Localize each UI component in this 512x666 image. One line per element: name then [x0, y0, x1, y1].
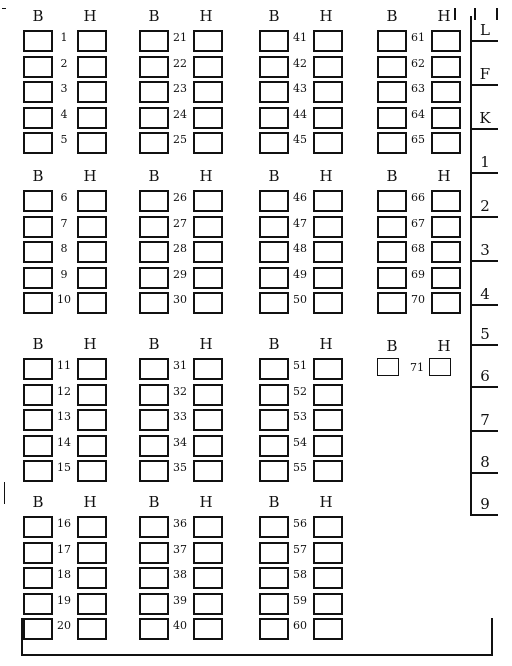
answer-box-b[interactable]	[139, 267, 169, 289]
answer-box-b[interactable]	[377, 358, 399, 376]
answer-box-h[interactable]	[313, 107, 343, 129]
scale-top-tick	[496, 8, 498, 20]
answer-box-h[interactable]	[77, 618, 107, 640]
answer-box-b[interactable]	[139, 292, 169, 314]
answer-box-b[interactable]	[259, 81, 289, 103]
answer-box-b[interactable]	[259, 132, 289, 154]
column-header-b: B	[32, 493, 44, 511]
question-number: 49	[293, 267, 307, 281]
answer-box-h[interactable]	[193, 409, 223, 431]
answer-box-b[interactable]	[259, 460, 289, 482]
question-number: 68	[411, 242, 425, 255]
column-header-b: B	[268, 335, 280, 353]
answer-box-h[interactable]	[313, 30, 343, 52]
scale-tick-line	[470, 344, 498, 346]
question-number: 24	[173, 107, 187, 121]
answer-box-h[interactable]	[313, 593, 343, 615]
answer-box-b[interactable]	[139, 132, 169, 154]
question-number: 5	[60, 133, 68, 146]
answer-box-h[interactable]	[313, 56, 343, 78]
answer-box-h[interactable]	[77, 30, 107, 52]
answer-box-h[interactable]	[313, 241, 343, 263]
question-number: 10	[57, 293, 71, 306]
column-header-h: H	[83, 167, 97, 185]
column-header-h: H	[437, 167, 451, 185]
question-number: 64	[411, 107, 425, 121]
answer-box-b[interactable]	[139, 216, 169, 238]
column-header-h: H	[199, 493, 213, 511]
question-number: 44	[293, 107, 307, 121]
answer-box-b[interactable]	[23, 107, 53, 129]
answer-box-h[interactable]	[431, 216, 461, 238]
question-number: 18	[57, 568, 71, 581]
column-header-b: B	[148, 167, 160, 185]
answer-box-b[interactable]	[259, 241, 289, 263]
answer-box-h[interactable]	[313, 384, 343, 406]
frame-left-line	[21, 618, 23, 656]
scale-tick-line	[470, 304, 498, 306]
answer-box-b[interactable]	[259, 267, 289, 289]
answer-box-h[interactable]	[431, 241, 461, 263]
answer-box-b[interactable]	[139, 241, 169, 263]
question-number: 51	[293, 359, 307, 372]
answer-box-h[interactable]	[77, 384, 107, 406]
column-header-h: H	[199, 7, 213, 25]
answer-box-b[interactable]	[259, 384, 289, 406]
answer-box-h[interactable]	[431, 81, 461, 103]
column-header-b: B	[268, 7, 280, 25]
answer-box-b[interactable]	[377, 56, 407, 78]
question-number: 6	[60, 191, 68, 204]
frame-bottom-line	[21, 654, 493, 656]
answer-box-h[interactable]	[77, 190, 107, 212]
answer-box-h[interactable]	[431, 107, 461, 129]
answer-box-b[interactable]	[23, 460, 53, 482]
scale-tick-line	[470, 172, 498, 174]
answer-box-h[interactable]	[77, 567, 107, 589]
answer-box-b[interactable]	[259, 435, 289, 457]
question-number: 54	[293, 435, 307, 449]
scale-label: L	[480, 21, 490, 39]
answer-box-b[interactable]	[139, 542, 169, 564]
answer-box-h[interactable]	[193, 216, 223, 238]
answer-box-b[interactable]	[259, 618, 289, 640]
answer-box-b[interactable]	[259, 567, 289, 589]
answer-box-b[interactable]	[377, 292, 407, 314]
answer-box-b[interactable]	[377, 30, 407, 52]
question-number: 60	[293, 619, 307, 632]
answer-box-h[interactable]	[313, 567, 343, 589]
question-number: 27	[173, 216, 187, 230]
question-number: 33	[173, 410, 187, 423]
column-header-h: H	[437, 337, 451, 355]
column-header-h: H	[319, 167, 333, 185]
question-number: 8	[60, 242, 68, 255]
question-number: 53	[293, 410, 307, 423]
question-number: 67	[411, 216, 425, 230]
question-number: 16	[57, 517, 71, 530]
scale-tick-line	[470, 386, 498, 388]
question-number: 56	[293, 517, 307, 530]
answer-box-h[interactable]	[313, 216, 343, 238]
answer-box-h[interactable]	[429, 358, 451, 376]
answer-box-h[interactable]	[77, 56, 107, 78]
answer-box-h[interactable]	[77, 132, 107, 154]
column-header-b: B	[32, 167, 44, 185]
scale-label: 9	[480, 495, 490, 513]
answer-box-b[interactable]	[23, 542, 53, 564]
answer-box-b[interactable]	[259, 107, 289, 129]
answer-box-b[interactable]	[139, 409, 169, 431]
answer-box-b[interactable]	[139, 567, 169, 589]
answer-box-h[interactable]	[313, 81, 343, 103]
column-header-b: B	[386, 7, 398, 25]
question-number: 20	[57, 619, 71, 632]
question-number: 70	[411, 293, 425, 306]
question-number: 62	[411, 56, 425, 70]
question-number: 4	[60, 107, 68, 121]
question-number: 23	[173, 82, 187, 95]
question-number: 17	[57, 542, 71, 556]
question-number: 21	[173, 31, 187, 44]
scale-label: 4	[480, 285, 490, 303]
answer-box-b[interactable]	[23, 567, 53, 589]
question-number: 55	[293, 461, 307, 474]
question-number: 57	[293, 542, 307, 556]
answer-box-b[interactable]	[259, 190, 289, 212]
question-number: 29	[173, 267, 187, 281]
answer-box-h[interactable]	[77, 292, 107, 314]
question-number: 47	[293, 216, 307, 230]
scale-label: 8	[480, 453, 490, 471]
answer-box-h[interactable]	[313, 516, 343, 538]
question-number: 3	[60, 82, 68, 95]
answer-box-h[interactable]	[193, 384, 223, 406]
answer-box-h[interactable]	[77, 107, 107, 129]
answer-box-h[interactable]	[193, 358, 223, 380]
question-number: 1	[60, 31, 68, 44]
answer-box-h[interactable]	[313, 542, 343, 564]
answer-box-h[interactable]	[193, 460, 223, 482]
answer-box-h[interactable]	[431, 30, 461, 52]
answer-box-h[interactable]	[77, 267, 107, 289]
answer-box-h[interactable]	[193, 542, 223, 564]
question-number: 58	[293, 568, 307, 581]
answer-box-b[interactable]	[23, 435, 53, 457]
answer-box-h[interactable]	[193, 132, 223, 154]
answer-box-b[interactable]	[23, 216, 53, 238]
answer-box-b[interactable]	[259, 358, 289, 380]
column-header-b: B	[268, 167, 280, 185]
column-header-h: H	[319, 493, 333, 511]
question-number: 38	[173, 568, 187, 581]
column-header-b: B	[386, 337, 398, 355]
question-number: 61	[411, 31, 425, 44]
answer-box-h[interactable]	[77, 516, 107, 538]
answer-box-b[interactable]	[139, 81, 169, 103]
answer-box-h[interactable]	[77, 241, 107, 263]
answer-box-b[interactable]	[377, 132, 407, 154]
answer-box-b[interactable]	[139, 190, 169, 212]
question-number: 43	[293, 82, 307, 95]
question-number: 69	[411, 267, 425, 281]
question-number: 63	[411, 82, 425, 95]
answer-box-h[interactable]	[193, 435, 223, 457]
answer-box-b[interactable]	[259, 516, 289, 538]
answer-box-b[interactable]	[377, 241, 407, 263]
question-number: 25	[173, 133, 187, 146]
question-number: 40	[173, 619, 187, 632]
column-header-b: B	[268, 493, 280, 511]
column-header-b: B	[148, 493, 160, 511]
question-number: 66	[411, 191, 425, 204]
answer-box-h[interactable]	[77, 216, 107, 238]
answer-box-b[interactable]	[139, 384, 169, 406]
answer-box-h[interactable]	[193, 81, 223, 103]
question-number: 36	[173, 517, 187, 530]
answer-box-h[interactable]	[77, 409, 107, 431]
question-number: 13	[57, 410, 71, 423]
answer-box-h[interactable]	[193, 567, 223, 589]
answer-box-h[interactable]	[313, 292, 343, 314]
column-header-h: H	[83, 7, 97, 25]
answer-box-h[interactable]	[313, 409, 343, 431]
answer-box-b[interactable]	[139, 30, 169, 52]
scale-tick-line	[470, 260, 498, 262]
scale-tick-line	[470, 216, 498, 218]
answer-box-h[interactable]	[77, 81, 107, 103]
scale-label: 1	[480, 153, 490, 171]
margin-mark	[2, 8, 6, 9]
answer-box-b[interactable]	[23, 358, 53, 380]
column-header-h: H	[199, 335, 213, 353]
column-header-b: B	[386, 167, 398, 185]
answer-box-b[interactable]	[23, 56, 53, 78]
scale-vertical-line	[470, 16, 472, 514]
answer-box-h[interactable]	[313, 460, 343, 482]
answer-box-b[interactable]	[139, 516, 169, 538]
answer-box-b[interactable]	[139, 618, 169, 640]
answer-box-h[interactable]	[77, 593, 107, 615]
scale-label: 6	[480, 367, 490, 385]
answer-box-h[interactable]	[193, 30, 223, 52]
answer-box-h[interactable]	[193, 241, 223, 263]
answer-box-b[interactable]	[23, 81, 53, 103]
answer-box-h[interactable]	[77, 460, 107, 482]
answer-box-h[interactable]	[313, 358, 343, 380]
answer-box-h[interactable]	[193, 618, 223, 640]
scale-label: K	[479, 109, 491, 127]
question-number: 42	[293, 56, 307, 70]
answer-box-b[interactable]	[23, 30, 53, 52]
answer-box-b[interactable]	[259, 216, 289, 238]
scale-label: 2	[480, 197, 490, 215]
answer-box-b[interactable]	[139, 460, 169, 482]
question-number: 48	[293, 242, 307, 255]
answer-box-h[interactable]	[431, 56, 461, 78]
question-number: 59	[293, 593, 307, 607]
answer-box-h[interactable]	[77, 358, 107, 380]
question-number: 45	[293, 133, 307, 146]
answer-box-b[interactable]	[377, 190, 407, 212]
column-header-h: H	[437, 7, 451, 25]
answer-box-b[interactable]	[377, 267, 407, 289]
question-number: 30	[173, 293, 187, 306]
answer-box-b[interactable]	[377, 107, 407, 129]
answer-box-b[interactable]	[139, 435, 169, 457]
question-number: 22	[173, 56, 187, 70]
question-number: 15	[57, 461, 71, 474]
scale-tick-line	[470, 472, 498, 474]
answer-box-b[interactable]	[259, 292, 289, 314]
answer-box-b[interactable]	[259, 542, 289, 564]
answer-box-b[interactable]	[377, 216, 407, 238]
column-header-h: H	[83, 493, 97, 511]
answer-box-b[interactable]	[23, 241, 53, 263]
answer-box-h[interactable]	[313, 267, 343, 289]
question-number: 39	[173, 593, 187, 607]
question-number: 2	[60, 56, 68, 70]
frame-right-line	[491, 618, 493, 656]
answer-box-b[interactable]	[23, 384, 53, 406]
question-number: 31	[173, 359, 187, 372]
question-number: 28	[173, 242, 187, 255]
question-number: 34	[173, 435, 187, 449]
answer-box-h[interactable]	[431, 267, 461, 289]
question-number: 52	[293, 384, 307, 398]
answer-box-h[interactable]	[77, 435, 107, 457]
answer-box-b[interactable]	[259, 56, 289, 78]
scale-tick-line	[470, 514, 498, 516]
answer-box-h[interactable]	[431, 132, 461, 154]
answer-box-b[interactable]	[23, 267, 53, 289]
question-number: 32	[173, 384, 187, 398]
answer-box-h[interactable]	[193, 107, 223, 129]
column-header-b: B	[148, 7, 160, 25]
answer-box-b[interactable]	[23, 409, 53, 431]
scale-tick-line	[470, 128, 498, 130]
scale-label: 5	[480, 325, 490, 343]
answer-box-b[interactable]	[23, 593, 53, 615]
question-number: 9	[60, 267, 68, 281]
answer-box-h[interactable]	[313, 435, 343, 457]
answer-box-h[interactable]	[193, 593, 223, 615]
scale-tick-line	[470, 430, 498, 432]
answer-box-b[interactable]	[259, 30, 289, 52]
answer-box-h[interactable]	[431, 190, 461, 212]
answer-box-b[interactable]	[139, 358, 169, 380]
answer-box-h[interactable]	[313, 132, 343, 154]
answer-box-h[interactable]	[431, 292, 461, 314]
column-header-h: H	[319, 335, 333, 353]
answer-box-h[interactable]	[193, 56, 223, 78]
column-header-b: B	[148, 335, 160, 353]
answer-box-b[interactable]	[23, 516, 53, 538]
answer-box-h[interactable]	[313, 190, 343, 212]
question-number: 19	[57, 593, 71, 607]
answer-box-h[interactable]	[77, 542, 107, 564]
column-header-h: H	[83, 335, 97, 353]
scale-tick-line	[470, 84, 498, 86]
answer-box-b[interactable]	[259, 593, 289, 615]
scale-tick-line	[470, 40, 498, 42]
answer-box-b[interactable]	[259, 409, 289, 431]
question-number: 71	[410, 361, 424, 374]
question-number: 7	[60, 216, 68, 230]
scale-label: 3	[480, 241, 490, 259]
scale-label: F	[479, 65, 491, 83]
question-number: 50	[293, 293, 307, 306]
column-header-h: H	[199, 167, 213, 185]
answer-box-b[interactable]	[23, 190, 53, 212]
question-number: 37	[173, 542, 187, 556]
answer-box-b[interactable]	[23, 618, 53, 640]
answer-box-h[interactable]	[193, 516, 223, 538]
question-number: 26	[173, 191, 187, 204]
answer-box-h[interactable]	[193, 190, 223, 212]
answer-box-b[interactable]	[23, 292, 53, 314]
scale-top-tick	[454, 8, 456, 20]
question-number: 65	[411, 133, 425, 146]
question-number: 41	[293, 31, 307, 44]
answer-box-b[interactable]	[139, 56, 169, 78]
column-header-h: H	[319, 7, 333, 25]
answer-box-b[interactable]	[139, 107, 169, 129]
answer-box-h[interactable]	[193, 267, 223, 289]
answer-box-h[interactable]	[193, 292, 223, 314]
answer-box-b[interactable]	[23, 132, 53, 154]
scale-label: 7	[480, 411, 490, 429]
scale-top-tick	[474, 8, 476, 20]
answer-box-b[interactable]	[377, 81, 407, 103]
question-number: 46	[293, 191, 307, 204]
question-number: 12	[57, 384, 71, 398]
question-number: 11	[57, 359, 71, 372]
answer-box-b[interactable]	[139, 593, 169, 615]
column-header-b: B	[32, 335, 44, 353]
question-number: 14	[57, 435, 71, 449]
answer-box-h[interactable]	[313, 618, 343, 640]
column-header-b: B	[32, 7, 44, 25]
question-number: 35	[173, 461, 187, 474]
margin-mark	[4, 482, 5, 504]
